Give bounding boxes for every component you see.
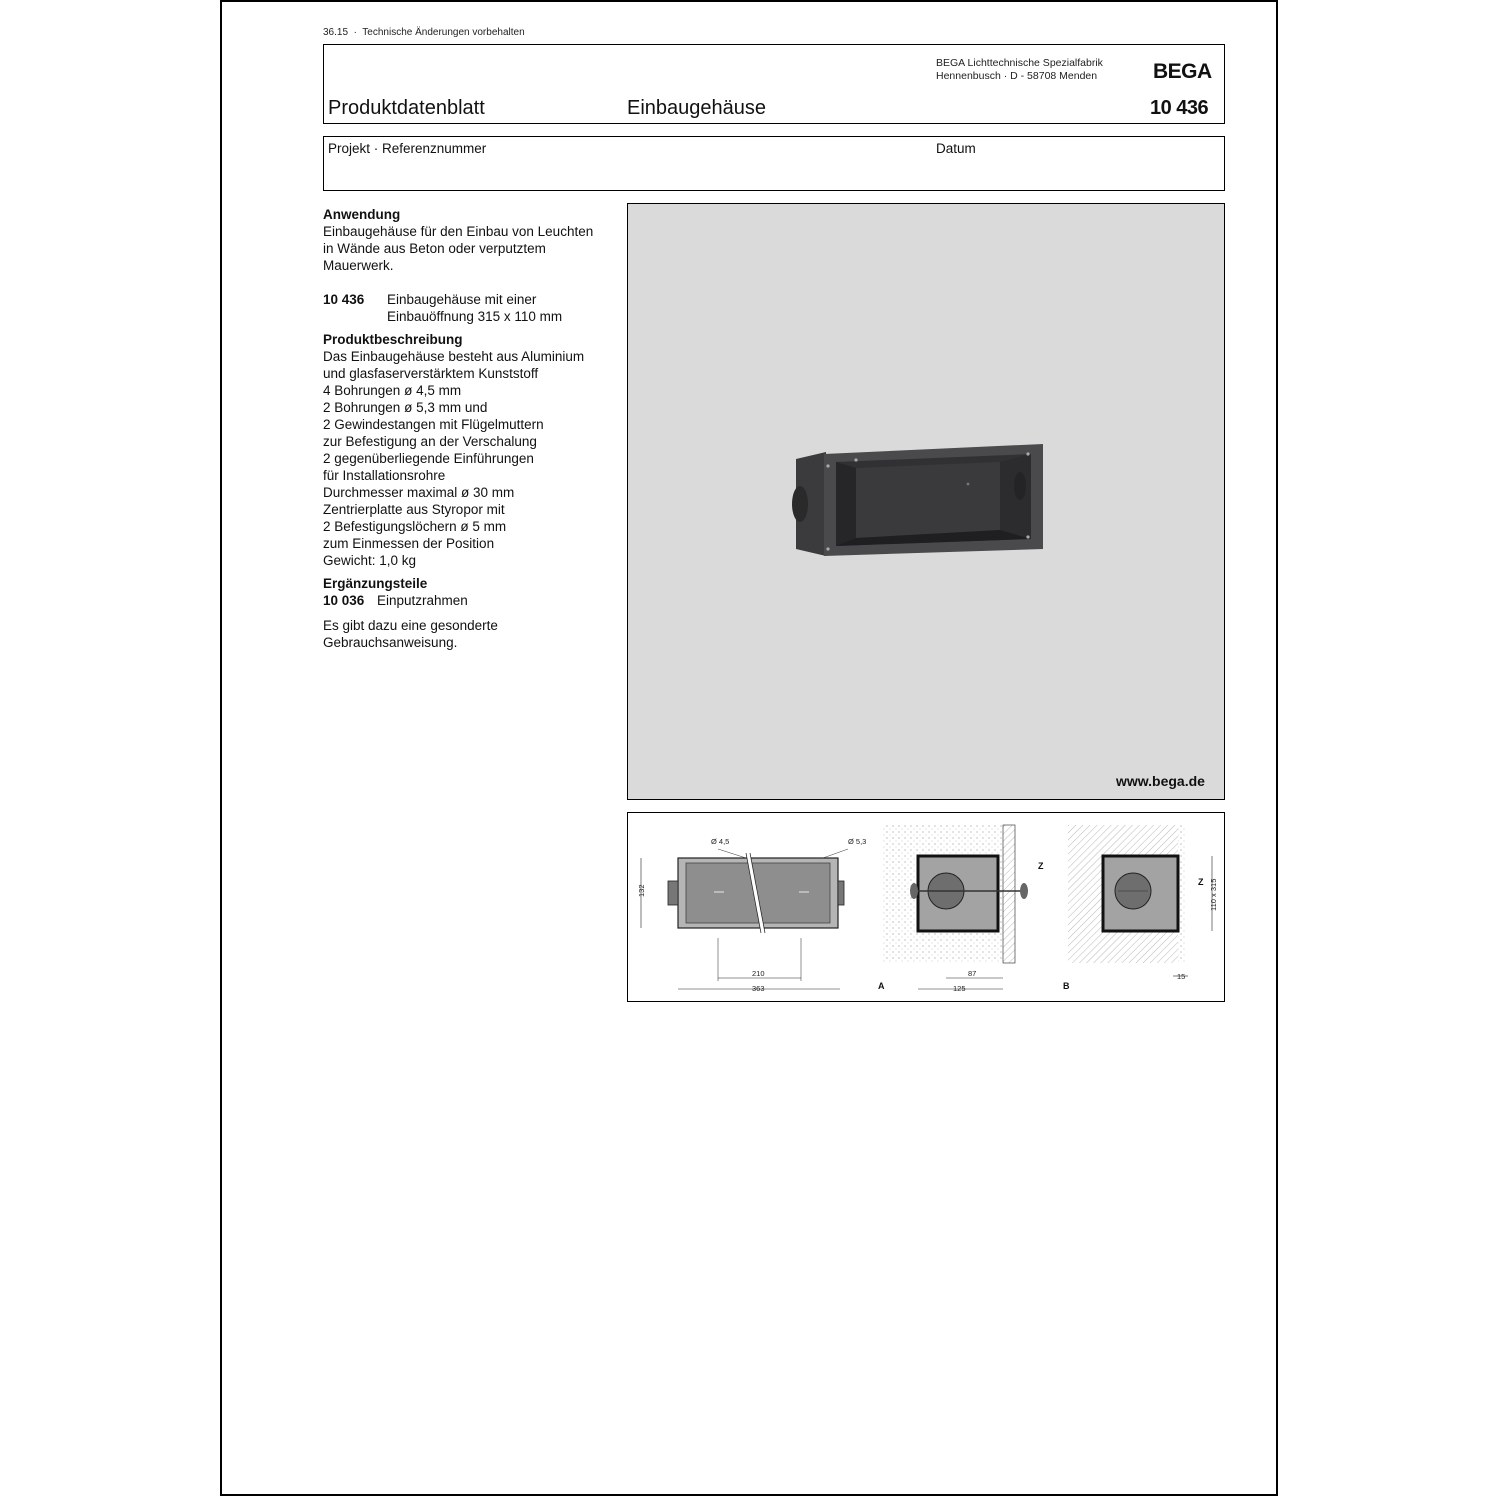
article-row-line: Einbaugehäuse mit einer xyxy=(387,292,537,307)
ergaenzung-heading: Ergänzungsteile xyxy=(323,576,428,591)
anwendung-line: in Wände aus Beton oder verputztem xyxy=(323,241,546,256)
hole-a-label: Ø 4,5 xyxy=(711,837,730,846)
spacing-label: 210 xyxy=(752,969,765,978)
revision-note: 36.15 · Technische Änderungen vorbehalten xyxy=(323,27,525,38)
section-b-label: B xyxy=(1063,981,1070,991)
hole-b-label: Ø 5,3 xyxy=(848,837,867,846)
revision: 36.15 xyxy=(323,27,349,38)
beschreibung-line: Zentrierplatte aus Styropor mit xyxy=(323,502,505,517)
section-b-z: Z xyxy=(1198,877,1204,887)
brand-logo: BEGA xyxy=(1153,60,1212,83)
anwendung-heading: Anwendung xyxy=(323,207,401,222)
depth-a-label: 87 xyxy=(968,969,977,978)
project-label: Projekt · Referenznummer xyxy=(328,141,487,156)
note-line: Gebrauchsanweisung. xyxy=(323,635,458,650)
article-row-line: Einbauöffnung 315 x 110 mm xyxy=(387,309,563,324)
length-label: 363 xyxy=(752,984,765,993)
company-line-2: Hennenbusch · D - 58708 Menden xyxy=(936,70,1098,82)
changes-note: Technische Änderungen vorbehalten xyxy=(362,27,525,38)
company-line-1: BEGA Lichttechnische Spezialfabrik xyxy=(936,57,1103,69)
product-name: Einbaugehäuse xyxy=(627,97,767,119)
document-type: Produktdatenblatt xyxy=(328,97,485,119)
article-number: 10 436 xyxy=(1150,97,1209,119)
beschreibung-line: und glasfaserverstärktem Kunststoff xyxy=(323,366,539,381)
anwendung-line: Einbaugehäuse für den Einbau von Leuchten xyxy=(323,224,594,239)
accessory-name: Einputzrahmen xyxy=(377,593,468,608)
height-label: 132 xyxy=(637,884,646,897)
beschreibung-line: 2 Befestigungslöchern ø 5 mm xyxy=(323,519,507,534)
section-a xyxy=(878,825,1044,993)
section-a-label: A xyxy=(878,981,885,991)
note-line: Es gibt dazu eine gesonderte xyxy=(323,618,498,633)
beschreibung-line: Gewicht: 1,0 kg xyxy=(323,553,417,568)
beschreibung-line: für Installationsrohre xyxy=(323,468,446,483)
section-a-z: Z xyxy=(1038,861,1044,871)
company-address xyxy=(936,57,1103,83)
product-photo xyxy=(627,203,1225,800)
beschreibung-line: 4 Bohrungen ø 4,5 mm xyxy=(323,383,462,398)
beschreibung-line: 2 Bohrungen ø 5,3 mm und xyxy=(323,400,488,415)
section-b xyxy=(1063,825,1218,991)
accessory-number: 10 036 xyxy=(323,593,365,608)
side-view xyxy=(637,837,866,993)
dimension-drawing-svg xyxy=(628,813,1224,1001)
housing-image xyxy=(628,204,1224,799)
beschreibung-line: zum Einmessen der Position xyxy=(323,536,495,551)
beschreibung-line: 2 Gewindestangen mit Flügelmuttern xyxy=(323,417,544,432)
dimension-drawing xyxy=(627,812,1225,1002)
beschreibung-line: zur Befestigung an der Verschalung xyxy=(323,434,537,449)
beschreibung-heading: Produktbeschreibung xyxy=(323,332,463,347)
date-label: Datum xyxy=(936,141,976,156)
beschreibung-line: Das Einbaugehäuse besteht aus Aluminium xyxy=(323,349,585,364)
width-a-label: 125 xyxy=(953,984,966,993)
anwendung-line: Mauerwerk. xyxy=(323,258,394,273)
beschreibung-line: 2 gegenüberliegende Einführungen xyxy=(323,451,534,466)
opening-label: 110 x 315 xyxy=(1209,878,1218,911)
article-row xyxy=(323,291,613,325)
description-column xyxy=(323,206,613,651)
website-url: www.bega.de xyxy=(1116,773,1205,789)
article-row-number: 10 436 xyxy=(323,292,365,307)
beschreibung-line: Durchmesser maximal ø 30 mm xyxy=(323,485,515,500)
accessory-row xyxy=(323,592,613,609)
plaster-label: 15 xyxy=(1177,972,1186,981)
